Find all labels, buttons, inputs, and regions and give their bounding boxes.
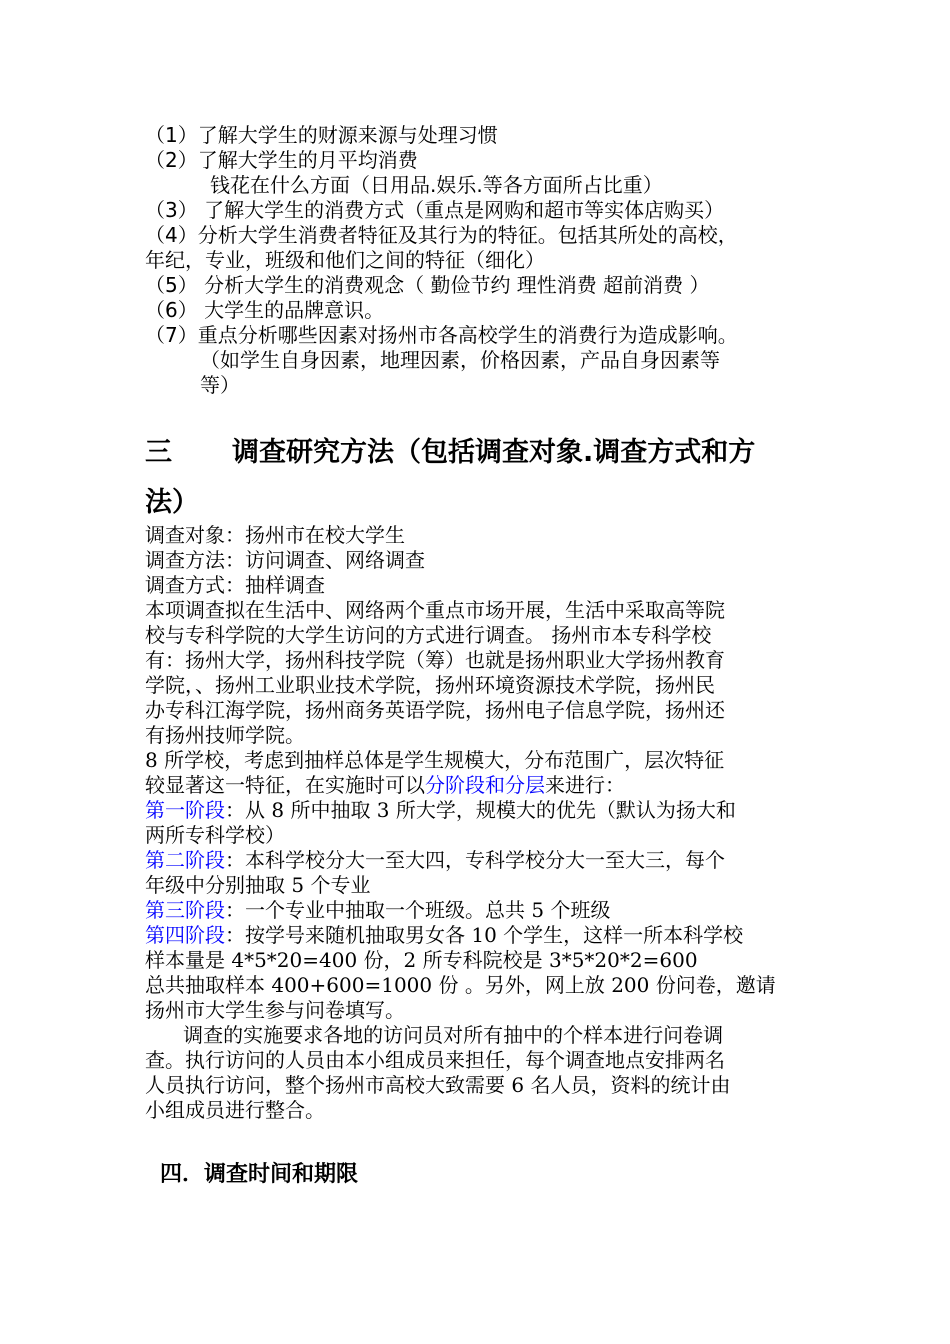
sample-total-line1: 总共抽取样本 400+600=1000 份 。另外，网上放 200 份问卷，邀请 xyxy=(145,973,776,997)
survey-method: 调查方法：访问调查、网络调查 xyxy=(145,548,425,572)
paragraph-1-line5: 办专科江海学院，扬州商务英语学院，扬州电子信息学院，扬州还 xyxy=(145,698,725,722)
objective-3: （3） 了解大学生的消费方式（重点是网购和超市等实体店购买） xyxy=(145,198,725,222)
stage-3-label: 第三阶段 xyxy=(145,898,225,922)
stage-1-line2: 两所专科学校） xyxy=(145,823,285,847)
paragraph-3-line3: 人员执行访问，整个扬州市高校大致需要 6 名人员，资料的统计由 xyxy=(145,1073,731,1097)
objective-4-line1: （4）分析大学生消费者特征及其行为的特征。包括其所处的高校， xyxy=(145,223,738,247)
section-4-heading: 四．调查时间和期限 xyxy=(160,1162,359,1187)
survey-mode: 调查方式：抽样调查 xyxy=(145,573,325,597)
stage-3-text: ：一个专业中抽取一个班级。总共 5 个班级 xyxy=(225,898,611,922)
stage-2-text: ：本科学校分大一至大四，专科学校分大一至大三，每个 xyxy=(225,848,725,872)
stage-2-line1 xyxy=(145,848,725,873)
stage-3-line1 xyxy=(145,898,610,923)
objective-6: （6） 大学生的品牌意识。 xyxy=(145,298,385,322)
paragraph-1-line2: 校与专科学院的大学生访问的方式进行调查。 扬州市本专科学校 xyxy=(145,623,712,647)
paragraph-3-line4: 小组成员进行整合。 xyxy=(145,1098,325,1122)
section-3-title-line2: 法） xyxy=(145,487,199,518)
stage-1-line1 xyxy=(145,798,736,823)
objective-7-line1: （7）重点分析哪些因素对扬州市各高校学生的消费行为造成影响。 xyxy=(145,323,738,347)
stage-4-label: 第四阶段 xyxy=(145,923,225,947)
paragraph-2-line1: 8 所学校，考虑到抽样总体是学生规模大，分布范围广，层次特征 xyxy=(145,748,725,772)
paragraph-2-post: 来进行： xyxy=(545,773,625,797)
stage-4-line2: 样本量是 4*5*20=400 份，2 所专科院校是 3*5*20*2=600 xyxy=(145,948,698,972)
objective-2: （2）了解大学生的月平均消费 xyxy=(145,148,418,172)
paragraph-1-line1: 本项调查拟在生活中、网络两个重点市场开展，生活中采取高等院 xyxy=(145,598,725,622)
paragraph-3-line2: 查。执行访问的人员由本小组成员来担任，每个调查地点安排两名 xyxy=(145,1048,725,1072)
objective-7-line3: 等） xyxy=(200,373,240,397)
paragraph-1-line3: 有：扬州大学，扬州科技学院（筹）也就是扬州职业大学扬州教育 xyxy=(145,648,725,672)
objective-4-line2: 年纪，专业，班级和他们之间的特征（细化） xyxy=(145,248,545,272)
stage-2-label: 第二阶段 xyxy=(145,848,225,872)
paragraph-3-line1: 调查的实施要求各地的访问员对所有抽中的个样本进行问卷调 xyxy=(145,1023,724,1047)
paragraph-2-pre: 较显著这一特征，在实施时可以 xyxy=(145,773,425,797)
stratified-emphasis: 分阶段和分层 xyxy=(425,773,545,797)
section-3-title-line1: 调查研究方法（包括调查对象.调查方式和方 xyxy=(232,437,756,468)
section-3-heading xyxy=(145,430,755,469)
stage-1-text: ：从 8 所中抽取 3 所大学，规模大的优先（默认为扬大和 xyxy=(225,798,736,822)
paragraph-2-line2 xyxy=(145,773,625,798)
stage-4-text: ：按学号来随机抽取男女各 10 个学生，这样一所本科学校 xyxy=(225,923,744,947)
survey-target: 调查对象：扬州市在校大学生 xyxy=(145,523,405,547)
objective-2-detail: 钱花在什么方面（日用品.娱乐.等各方面所占比重） xyxy=(210,173,663,197)
objective-5: （5） 分析大学生的消费观念（ 勤俭节约 理性消费 超前消费 ） xyxy=(145,273,710,297)
stage-1-label: 第一阶段 xyxy=(145,798,225,822)
sample-total-line2: 扬州市大学生参与问卷填写。 xyxy=(145,998,405,1022)
objective-7-line2: （如学生自身因素，地理因素，价格因素，产品自身因素等 xyxy=(200,348,720,372)
stage-2-line2: 年级中分别抽取 5 个专业 xyxy=(145,873,371,897)
stage-4-line1 xyxy=(145,923,743,948)
section-3-number: 三 xyxy=(145,437,172,468)
objective-1: （1）了解大学生的财源来源与处理习惯 xyxy=(145,123,498,147)
paragraph-1-line6: 有扬州技师学院。 xyxy=(145,723,305,747)
paragraph-1-line4: 学院，、扬州工业职业技术学院，扬州环境资源技术学院，扬州民 xyxy=(145,673,715,697)
